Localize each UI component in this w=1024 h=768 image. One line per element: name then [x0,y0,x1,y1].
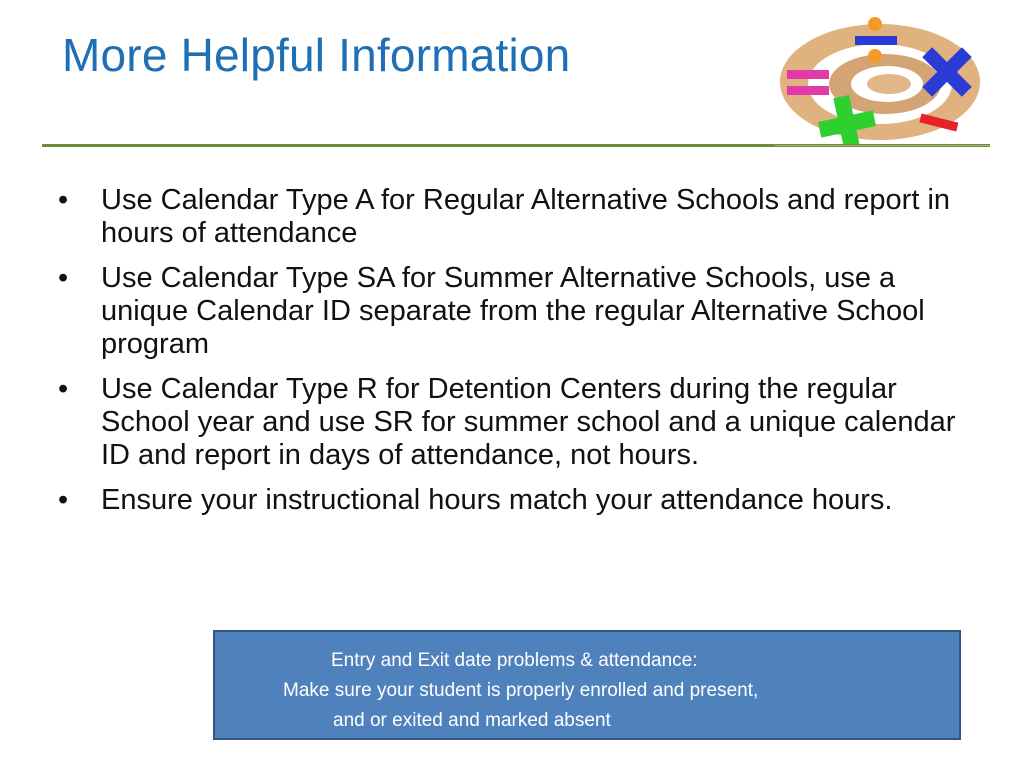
math-operators-swirl-icon [775,12,990,146]
note-line-3: and or exited and marked absent [333,710,611,731]
bullet-text: Use Calendar Type A for Regular Alternative Schools and report in hours of attendance [101,184,951,249]
bullet-text: Ensure your instructional hours match your attendance hours. [101,484,893,516]
bullet-dot-icon: • [58,484,69,516]
bullet-text: Use Calendar Type SA for Summer Alternative Schools, use a unique Calendar ID separate from the regular Alternative School program [101,262,925,360]
bullet-list [56,184,976,529]
callout-note-box [213,630,961,740]
title-divider-thin [775,145,990,146]
bullet-item [56,484,976,517]
bullet-item [56,373,976,472]
note-line-1: Entry and Exit date problems & attendance: [331,650,698,671]
bullet-dot-icon: • [58,184,69,216]
bullet-dot-icon: • [58,262,69,294]
bullet-item [56,262,976,361]
bullet-item [56,184,976,250]
bullet-dot-icon: • [58,373,69,405]
slide-title: More Helpful Information [62,29,571,81]
note-line-2: Make sure your student is properly enrolled and present, [283,680,759,701]
bullet-text: Use Calendar Type R for Detention Centers during the regular School year and use SR for summer school and a unique calendar ID and report in days of attendance, not hours. [101,373,956,471]
